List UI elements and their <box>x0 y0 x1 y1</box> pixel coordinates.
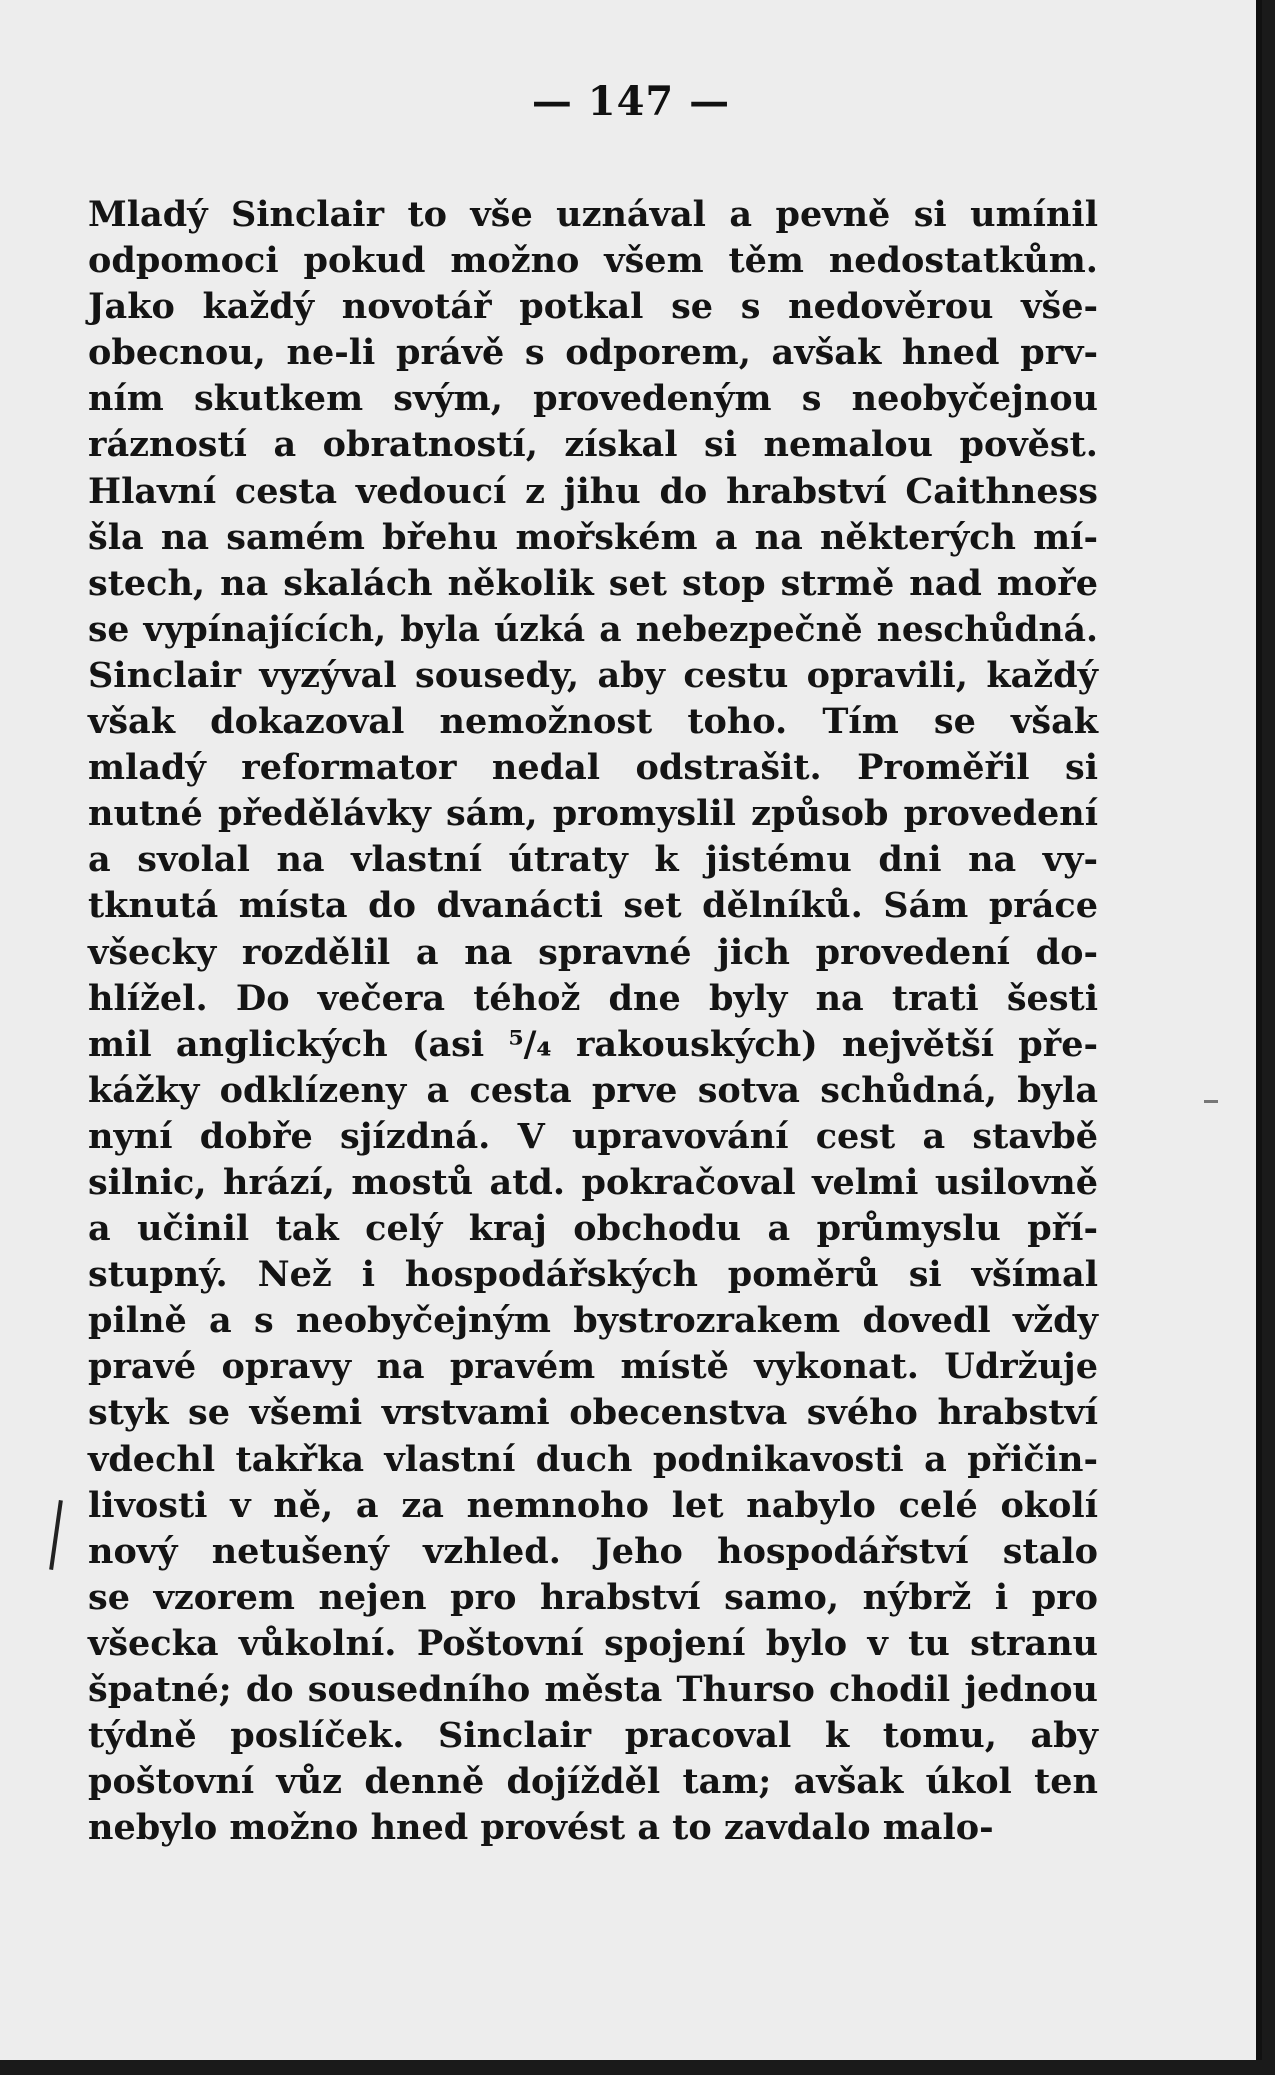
text-line: stupný. Než i hospodářských poměrů si všímal <box>88 1254 1098 1296</box>
text-line: Jako každý novotář potkal se s nedověrou vše- <box>88 286 1098 328</box>
text-line: a učinil tak celý kraj obchodu a průmyslu pří- <box>88 1208 1098 1250</box>
page-number: — 147 — <box>531 78 731 125</box>
text-line: však dokazoval nemožnost toho. Tím se však <box>88 701 1098 743</box>
text-line: mladý reformator nedal odstrašit. Proměřil si <box>88 747 1098 789</box>
text-line: a svolal na vlastní útraty k jistému dni na vy- <box>88 839 1098 881</box>
text-line: styk se všemi vrstvami obecenstva svého hrabství <box>88 1392 1098 1434</box>
margin-pencil-mark <box>49 1500 63 1570</box>
text-line: všecky rozdělil a na spravné jich provedení do- <box>88 931 1098 973</box>
text-line: nebylo možno hned provést a to zavdalo malo- <box>88 1807 994 1849</box>
body-text <box>88 192 1098 1851</box>
text-line: mil anglických (asi ⁵/₄ rakouských) největší pře- <box>88 1023 1098 1065</box>
text-line: hlížel. Do večera téhož dne byly na trati šesti <box>88 977 1098 1019</box>
text-line: odpomoci pokud možno všem těm nedostatkům. <box>88 240 1098 282</box>
text-line: nový netušený vzhled. Jeho hospodářství stalo <box>88 1530 1098 1572</box>
text-line: kážky odklízeny a cesta prve sotva schůdná, byla <box>88 1069 1098 1111</box>
text-line: všecka vůkolní. Poštovní spojení bylo v tu stranu <box>88 1622 1098 1664</box>
text-line: ním skutkem svým, provedeným s neobyčejnou <box>88 378 1098 420</box>
text-line: Mladý Sinclair to vše uznával a pevně si umínil <box>88 194 1098 235</box>
text-line: nyní dobře sjízdná. V upravování cest a stavbě <box>88 1115 1098 1157</box>
text-line: tknutá místa do dvanácti set dělníků. Sám práce <box>88 885 1098 927</box>
text-line: Hlavní cesta vedoucí z jihu do hrabství Caithness <box>88 470 1098 512</box>
text-line: Sinclair vyzýval sousedy, aby cestu opravili, každý <box>88 654 1098 696</box>
text-line: šla na samém břehu mořském a na některých mí- <box>88 516 1098 558</box>
margin-dash-mark <box>1204 1100 1218 1103</box>
text-line: silnic, hrází, mostů atd. pokračoval velmi usilovně <box>88 1161 1098 1203</box>
text-line: pravé opravy na pravém místě vykonat. Udržuje <box>88 1346 1098 1388</box>
text-line: vdechl takřka vlastní duch podnikavosti a přičin- <box>88 1438 1098 1480</box>
text-line: obecnou, ne-li právě s odporem, avšak hned prv- <box>88 332 1098 374</box>
text-line: týdně poslíček. Sinclair pracoval k tomu, aby <box>88 1715 1098 1757</box>
text-line: rázností a obratností, získal si nemalou pověst. <box>88 424 1098 466</box>
text-line: špatné; do sousedního města Thurso chodil jednou <box>88 1669 1098 1710</box>
text-line: se vypínajících, byla úzká a nebezpečně neschůdná. <box>88 609 1098 650</box>
text-line: nutné předělávky sám, promyslil způsob provedení <box>88 793 1098 835</box>
text-line: poštovní vůz denně dojížděl tam; avšak úkol ten <box>88 1761 1098 1803</box>
text-line: livosti v ně, a za nemnoho let nabylo celé okolí <box>88 1484 1098 1526</box>
text-line: se vzorem nejen pro hrabství samo, nýbrž i pro <box>88 1576 1098 1618</box>
text-line: pilně a s neobyčejným bystrozrakem dovedl vždy <box>88 1300 1098 1342</box>
text-line: stech, na skalách několik set stop strmě nad moře <box>88 562 1098 604</box>
